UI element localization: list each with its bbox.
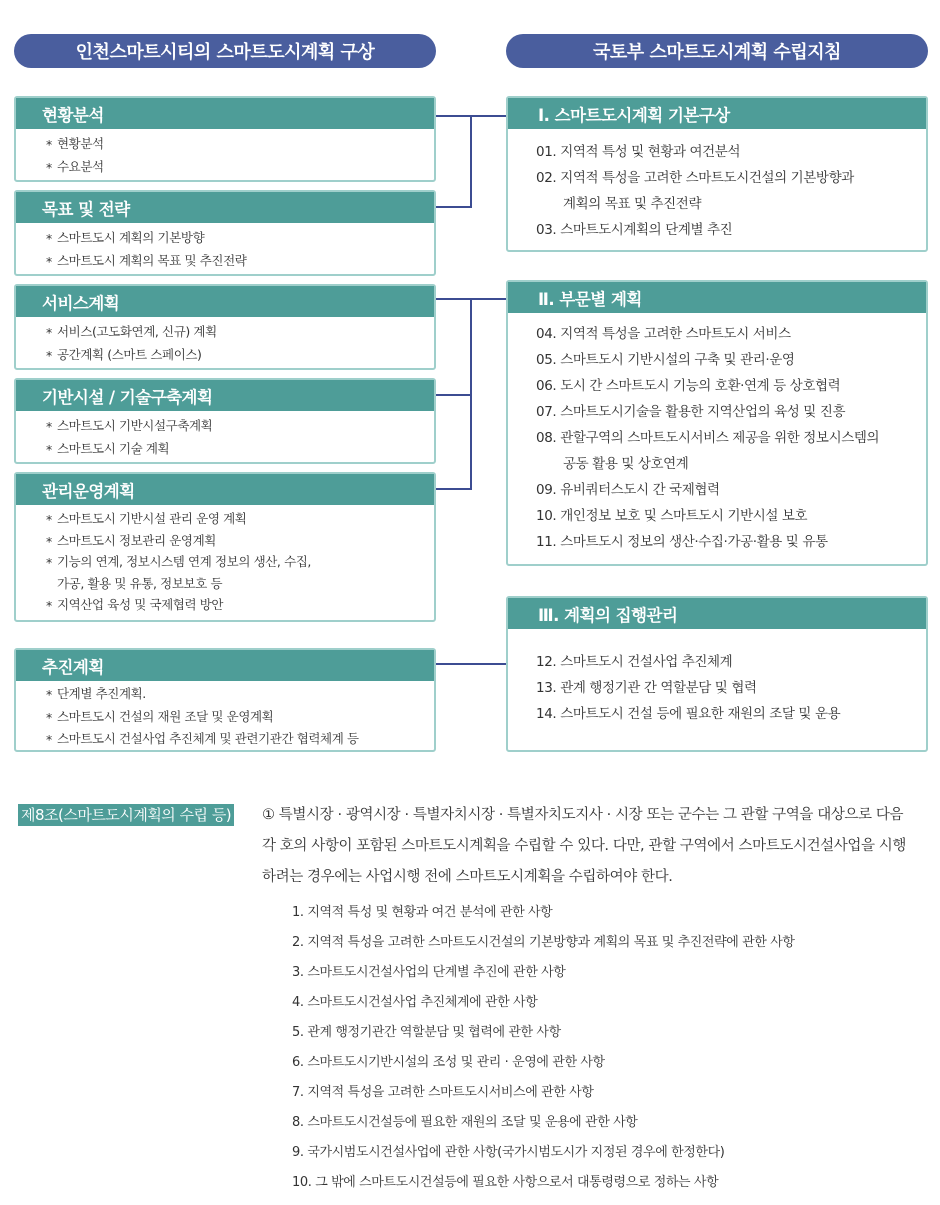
law-item: 1. 지역적 특성 및 현황과 여건 분석에 관한 사항 — [292, 905, 553, 920]
list-item: * 서비스(고도화연계, 신규) 계획 — [46, 321, 434, 344]
law-item: 9. 국가시범도시건설사업에 관한 사항(국가시범도시가 지정된 경우에 한정한다) — [292, 1145, 725, 1160]
box-title: Ⅰ. 스마트도시계획 기본구상 — [508, 98, 926, 129]
box-title: 목표 및 전략 — [16, 192, 434, 223]
law-item: 6. 스마트도시기반시설의 조성 및 관리 · 운영에 관한 사항 — [292, 1055, 605, 1070]
law-item: 5. 관계 행정기관간 역할분담 및 협력에 관한 사항 — [292, 1025, 561, 1040]
box-title: 서비스계획 — [16, 286, 434, 317]
paragraph-line: 하려는 경우에는 사업시행 전에 스마트도시계획을 수립하여야 한다. — [262, 869, 673, 885]
box-title: 관리운영계획 — [16, 474, 434, 505]
box-goals-strategy — [14, 190, 436, 276]
box-title: Ⅱ. 부문별 계획 — [508, 282, 926, 313]
box-title: Ⅲ. 계획의 집행관리 — [508, 598, 926, 629]
paragraph-line: ① 특별시장 · 광역시장 · 특별자치시장 · 특별자치도지사 · 시장 또는 군수는 그 관할 구역을 대상으로 다음 — [262, 807, 904, 823]
list-item: 08. 관할구역의 스마트도시서비스 제공을 위한 정보시스템의 — [536, 430, 880, 446]
law-item: 4. 스마트도시건설사업 추진체계에 관한 사항 — [292, 995, 538, 1010]
connector-line — [470, 298, 506, 300]
law-item: 7. 지역적 특성을 고려한 스마트도시서비스에 관한 사항 — [292, 1085, 594, 1100]
list-item: 01. 지역적 특성 및 현황과 여건분석 — [536, 144, 741, 160]
list-item: 02. 지역적 특성을 고려한 스마트도시건설의 기본방향과 — [536, 170, 854, 186]
list-item: * 스마트도시 기술 계획 — [46, 438, 434, 461]
list-item: 09. 유비쿼터스도시 간 국제협력 — [536, 482, 720, 498]
law-item: 3. 스마트도시건설사업의 단계별 추진에 관한 사항 — [292, 965, 566, 980]
connector-line — [470, 115, 472, 208]
list-item: 05. 스마트도시 기반시설의 구축 및 관리·운영 — [536, 352, 795, 368]
box-basic-concept — [506, 96, 928, 252]
list-item: 06. 도시 간 스마트도시 기능의 호환·연계 등 상호협력 — [536, 378, 841, 394]
list-item: 03. 스마트도시계획의 단계별 추진 — [536, 222, 733, 238]
list-item-continuation: 계획의 목표 및 추진전략 — [563, 196, 702, 212]
box-status-analysis — [14, 96, 436, 182]
connector-line — [470, 298, 472, 490]
law-items — [292, 898, 795, 1198]
list-item: * 지역산업 육성 및 국제협력 방안 — [46, 594, 434, 616]
list-item: 12. 스마트도시 건설사업 추진체계 — [536, 654, 733, 670]
connector-line — [470, 115, 506, 117]
connector-line — [436, 206, 471, 208]
list-item: 07. 스마트도시기술을 활용한 지역산업의 육성 및 진흥 — [536, 404, 846, 420]
list-item: 04. 지역적 특성을 고려한 스마트도시 서비스 — [536, 326, 791, 342]
connector-line — [436, 298, 471, 300]
list-item: * 스마트도시 계획의 기본방향 — [46, 227, 434, 250]
right-header: 국토부 스마트도시계획 수립지침 — [506, 34, 928, 68]
list-item: * 스마트도시 계획의 목표 및 추진전략 — [46, 250, 434, 273]
list-item: * 수요분석 — [46, 156, 434, 179]
list-item: * 스마트도시 기반시설구축계획 — [46, 415, 434, 438]
list-item: 10. 개인정보 보호 및 스마트도시 기반시설 보호 — [536, 508, 808, 524]
list-item: * 스마트도시 건설의 재원 조달 및 운영계획 — [46, 706, 434, 729]
list-item: * 스마트도시 건설사업 추진체계 및 관련기관간 협력체계 등 — [46, 728, 434, 751]
law-item: 10. 그 밖에 스마트도시건설등에 필요한 사항으로서 대통령령으로 정하는 사항 — [292, 1175, 719, 1190]
box-title: 기반시설 / 기술구축계획 — [16, 380, 434, 411]
connector-line — [436, 115, 471, 117]
list-item: 13. 관계 행정기관 간 역할분담 및 협력 — [536, 680, 757, 696]
list-item: * 스마트도시 정보관리 운영계획 — [46, 530, 434, 552]
connector-line — [436, 663, 506, 665]
law-article-label: 제8조(스마트도시계획의 수립 등) — [18, 804, 234, 826]
box-title: 현황분석 — [16, 98, 434, 129]
list-item: * 기능의 연계, 정보시스템 연계 정보의 생산, 수집, — [46, 551, 434, 573]
list-item: * 공간계획 (스마트 스페이스) — [46, 344, 434, 367]
left-header: 인천스마트시티의 스마트도시계획 구상 — [14, 34, 436, 68]
box-execution-management — [506, 596, 928, 752]
paragraph-line: 각 호의 사항이 포함된 스마트도시계획을 수립할 수 있다. 다만, 관할 구역에서 스마트도시건설사업을 시행 — [262, 838, 907, 854]
law-paragraph — [262, 800, 934, 893]
list-item: * 스마트도시 기반시설 관리 운영 계획 — [46, 508, 434, 530]
list-item: 11. 스마트도시 정보의 생산·수집·가공·활용 및 유통 — [536, 534, 828, 550]
list-item: * 현황분석 — [46, 133, 434, 156]
list-item-continuation: 공동 활용 및 상호연계 — [563, 456, 689, 472]
box-title: 추진계획 — [16, 650, 434, 681]
law-item: 8. 스마트도시건설등에 필요한 재원의 조달 및 운용에 관한 사항 — [292, 1115, 638, 1130]
law-item: 2. 지역적 특성을 고려한 스마트도시건설의 기본방향과 계획의 목표 및 추진전략에 관한 사항 — [292, 935, 795, 950]
box-service-plan — [14, 284, 436, 370]
list-item: * 단계별 추진계획. — [46, 683, 434, 706]
box-implementation-plan — [14, 648, 436, 752]
connector-line — [436, 394, 471, 396]
box-sector-plan — [506, 280, 928, 566]
list-item: 14. 스마트도시 건설 등에 필요한 재원의 조달 및 운용 — [536, 706, 841, 722]
box-operation-plan — [14, 472, 436, 622]
list-item-continuation: 가공, 활용 및 유통, 정보보호 등 — [57, 575, 223, 591]
connector-line — [436, 488, 471, 490]
box-infrastructure-plan — [14, 378, 436, 464]
